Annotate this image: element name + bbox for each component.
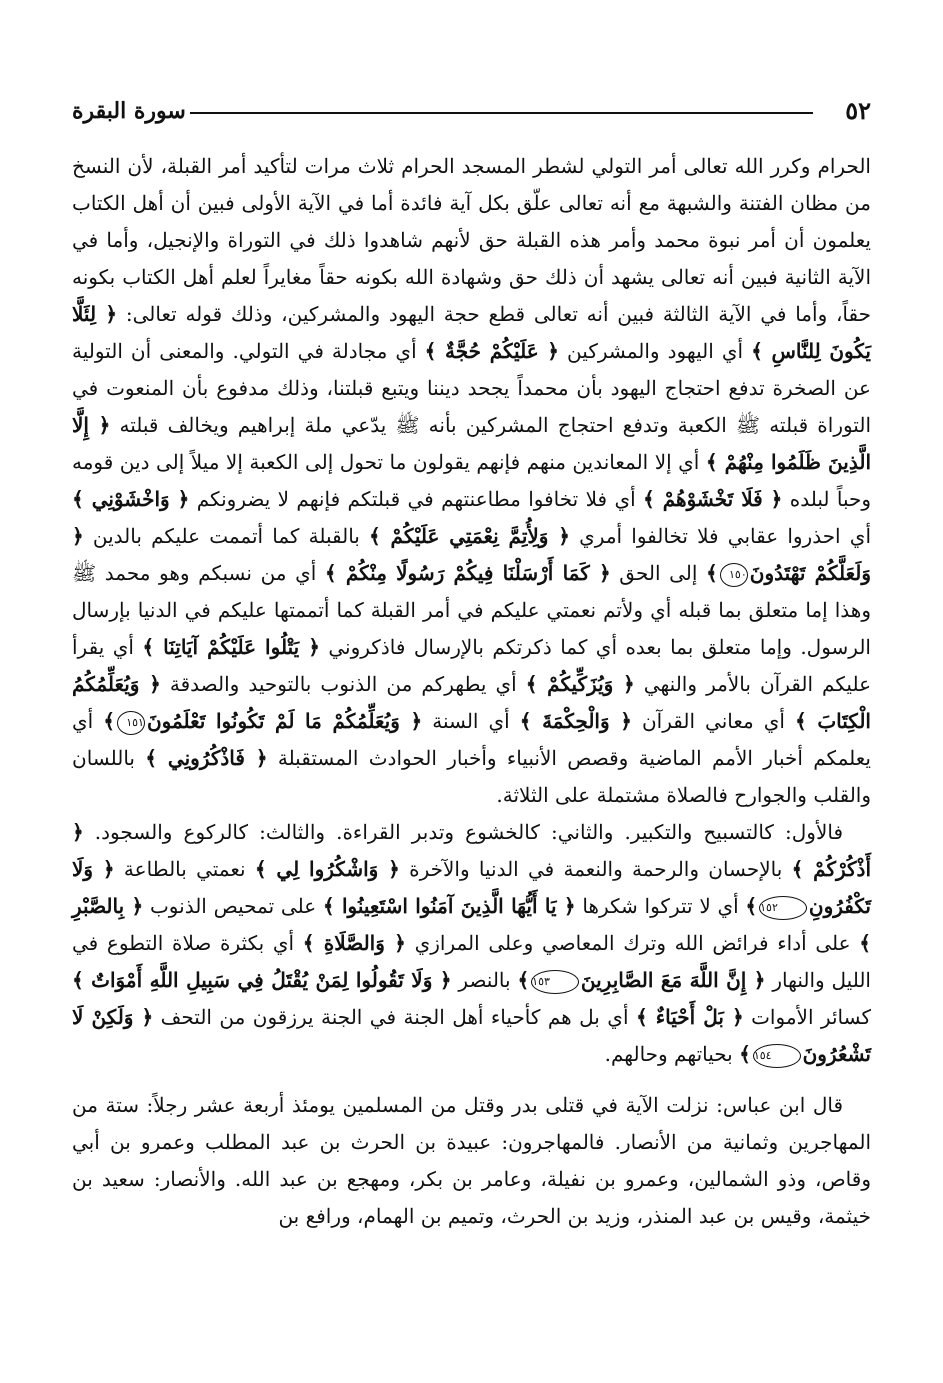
quran-verse-quote: ﴿ وَلَعَلَّكُمْ تَهْتَدُونَ [72,524,871,585]
quran-verse-quote: ﴾ [739,1042,751,1066]
commentary-text: أي يعلمكم أخبار الأمم الماضية وقصص الأنبياء وأخبار الحوادث المستقبلة [72,709,871,770]
commentary-text: أي لا تتركوا شكرها [575,894,746,918]
ayah-number-marker: ١٥٠ [720,563,748,587]
commentary-text: بالإحسان والرحمة والنعمة في الدنيا والآخرة [399,857,792,881]
ayah-number-marker: ١٥٢ [759,896,807,920]
commentary-text: فالأول: كالتسبيح والتكبير. والثاني: كالخشوع وتدبر القراءة. والثالث: كالركوع والسجود. [83,820,843,844]
commentary-text: أي اليهود والمشركين [559,339,752,363]
quran-verse-quote: ﴿ عَلَيْكُمْ حُجَّةٌ ﴾ [424,339,560,363]
commentary-text: أي يقرأ عليكم القرآن بالأمر والنهي [72,635,871,696]
commentary-text: أي فلا تخافوا مطاعنتهم في قبلتكم فإنهم لا يضرونكم [189,487,644,511]
commentary-text: أي بكثرة صلاة التطوع في الليل والنهار [72,931,871,992]
quran-verse-quote: ﴿ وَلَكِنْ لَا تَشْعُرُونَ [72,1005,871,1066]
quran-verse-quote: ﴾ [745,894,758,918]
paragraph-3 [72,1087,871,1235]
commentary-text: أي من نسبكم وهو محمد ﷺ وهذا إما متعلق بما قبله أي ولأتم نعمتي عليكم في أمر القبلة كما أتممتها عليكم في الدنيا بإرسال الرسول. وإما متعلق بما بعده أي كما ذكرتكم بالإرسال فاذكروني [72,561,871,659]
commentary-text: أي معاني القرآن [631,709,795,733]
commentary-text: قال ابن عباس: نزلت الآية في قتلى بدر وقتل من المسلمين يومئذ أربعة عشر رجلاً: ستة من المهاجرين وثمانية من الأنصار. فالمهاجرون: عبيدة بن الحرث بن عبد المطلب وعمرو بن أبي وقاص، وذو الشمالين، وعمرو بن نفيلة، وعامر بن بكر، ومهجع بن عبد الله. والأنصار: سعيد بن خيثمة، وقيس بن عبد المنذر، وزيد بن الحرث، وتميم بن الهمام، ورافع بن [72,1093,871,1228]
commentary-text: أي مجادلة في التولي. والمعنى أن التولية عن الصخرة تدفع احتجاج اليهود بأن محمداً يجحد ديننا ويتبع قبلتنا، وذلك مدفوع بأن المنعوت في التوراة قبلته ﷺ الكعبة وتدفع احتجاج المشركين بأنه ﷺ يدّعي ملة إبراهيم ويخالف قبلته [72,339,871,437]
commentary-text: أي بل هم كأحياء أهل الجنة في الجنة يرزقون من التحف [153,1005,636,1029]
page-header [72,96,871,130]
ayah-number-marker: ١٥٤ [753,1044,801,1068]
paragraph-1 [72,148,871,814]
quran-verse-quote: ﴿ يَتْلُوا عَلَيْكُمْ آيَاتِنَا ﴾ [142,635,320,659]
commentary-text: إلى الحق [610,561,707,585]
quran-verse-quote: ﴿ وَلَا تَكْفُرُونِ [72,857,871,918]
quran-verse-quote: ﴿ وَيُعَلِّمُكُمُ الْكِتَابَ ﴾ [72,672,871,733]
commentary-text: باللسان والقلب والجوارح فالصلاة مشتملة على الثلاثة. [72,746,871,807]
quran-verse-quote: ﴿ وَالْحِكْمَةَ ﴾ [519,709,632,733]
commentary-text: الحرام وكرر الله تعالى أمر التولي لشطر المسجد الحرام ثلاث مرات لتأكيد أمر القبلة، لأن النسخ من مظان الفتنة والشبهة مع أنه تعالى علّق بكل آية فائدة أما في الآية الأولى فبين أن أهل الكتاب يعلمون أن أمر نبوة محمد وأمر هذه القبلة حق لأنهم شاهدوا ذلك في التوراة والإنجيل، وأما في الآية الثانية فبين أنه تعالى يشهد أن ذلك حق وشهادة الله بكونه حقاً مغايراً لعلم أهل الكتاب بكونه حقاً، وأما في الآية الثالثة فبين أنه تعالى قطع حجة اليهود والمشركين، وذلك قوله تعالى: [72,154,871,326]
commentary-text: على تمحيص الذنوب [143,894,323,918]
header-divider [190,112,813,114]
quran-verse-quote: ﴿ وَلَا تَقُولُوا لِمَنْ يُقْتَلُ فِي سَبِيلِ اللَّهِ أَمْوَاتٌ ﴾ [72,968,452,992]
quran-verse-quote: ﴿ وَيُزَكِّيكُمْ ﴾ [525,672,635,696]
quran-verse-quote: ﴿ وَيُعَلِّمُكُمْ مَا لَمْ تَكُونُوا تَعْلَمُونَ [146,709,423,733]
quran-verse-quote: ﴿ وَلِأُتِمَّ نِعْمَتِي عَلَيْكُمْ ﴾ [369,524,570,548]
quran-verse-quote: ﴾ [517,968,530,992]
commentary-text: على أداء فرائض الله وترك المعاصي وعلى المرازي [405,931,860,955]
page-number: ٥٢ [845,96,871,125]
commentary-text: أي إلا المعاندين منهم فإنهم يقولون ما تحول إلى الكعبة إلا ميلاً إلى دين قومه وحباً لبلده [72,450,871,511]
quran-verse-quote: ﴿ لِئَلَّا يَكُونَ لِلنَّاسِ ﴾ [72,302,871,363]
quran-verse-quote: ﴿ فَاذْكُرُونِي ﴾ [145,746,268,770]
quran-verse-quote: ﴾ [103,709,115,733]
commentary-text: أي يطهركم من الذنوب بالتوحيد والصدقة [160,672,526,696]
commentary-text: بالنصر [451,968,518,992]
quran-verse-quote: ﴿ يَا أَيُّهَا الَّذِينَ آمَنُوا اسْتَعِينُوا ﴾ [322,894,576,918]
quran-verse-quote: ﴿ بِالصَّبْرِ ﴾ [72,894,872,955]
quran-verse-quote: ﴿ وَاخْشَوْنِي ﴾ [72,487,190,511]
quran-verse-quote: ﴿ بَلْ أَحْيَاءٌ ﴾ [635,1005,744,1029]
commentary-text: نعمتي بالطاعة [114,857,255,881]
commentary-text: بحياتهم وحالهم. [604,1042,740,1066]
quran-verse-quote: ﴿ وَاشْكُرُوا لِي ﴾ [254,857,400,881]
quran-verse-quote: ﴿ فَلَا تَخْشَوْهُمْ ﴾ [643,487,783,511]
commentary-text: بالقبلة كما أتممت عليكم بالدين [83,524,370,548]
quran-verse-quote: ﴿ إِلَّا الَّذِينَ ظَلَمُوا مِنْهُمْ ﴾ [72,413,871,474]
commentary-text: كسائر الأموات [743,1005,871,1029]
commentary-text: أي السنة [422,709,520,733]
quran-verse-quote: ﴿ وَالصَّلَاةِ ﴾ [302,931,406,955]
ayah-number-marker: ١٥٣ [531,970,579,994]
quran-verse-quote: ﴿ كَمَا أَرْسَلْنَا فِيكُمْ رَسُولًا مِنْكُمْ ﴾ [324,561,611,585]
quran-verse-quote: ﴾ [706,561,718,585]
ayah-number-marker: ١٥١ [117,711,145,735]
quran-verse-quote: ﴿ أَذْكُرْكُمْ ﴾ [72,820,872,881]
commentary-text: أي احذروا عقابي فلا تخالفوا أمري [569,524,871,548]
quran-verse-quote: ﴿ إِنَّ اللَّهَ مَعَ الصَّابِرِينَ [580,968,766,992]
page-body [72,148,871,1235]
surah-title: سورة البقرة [72,98,186,124]
paragraph-2 [72,814,871,1073]
